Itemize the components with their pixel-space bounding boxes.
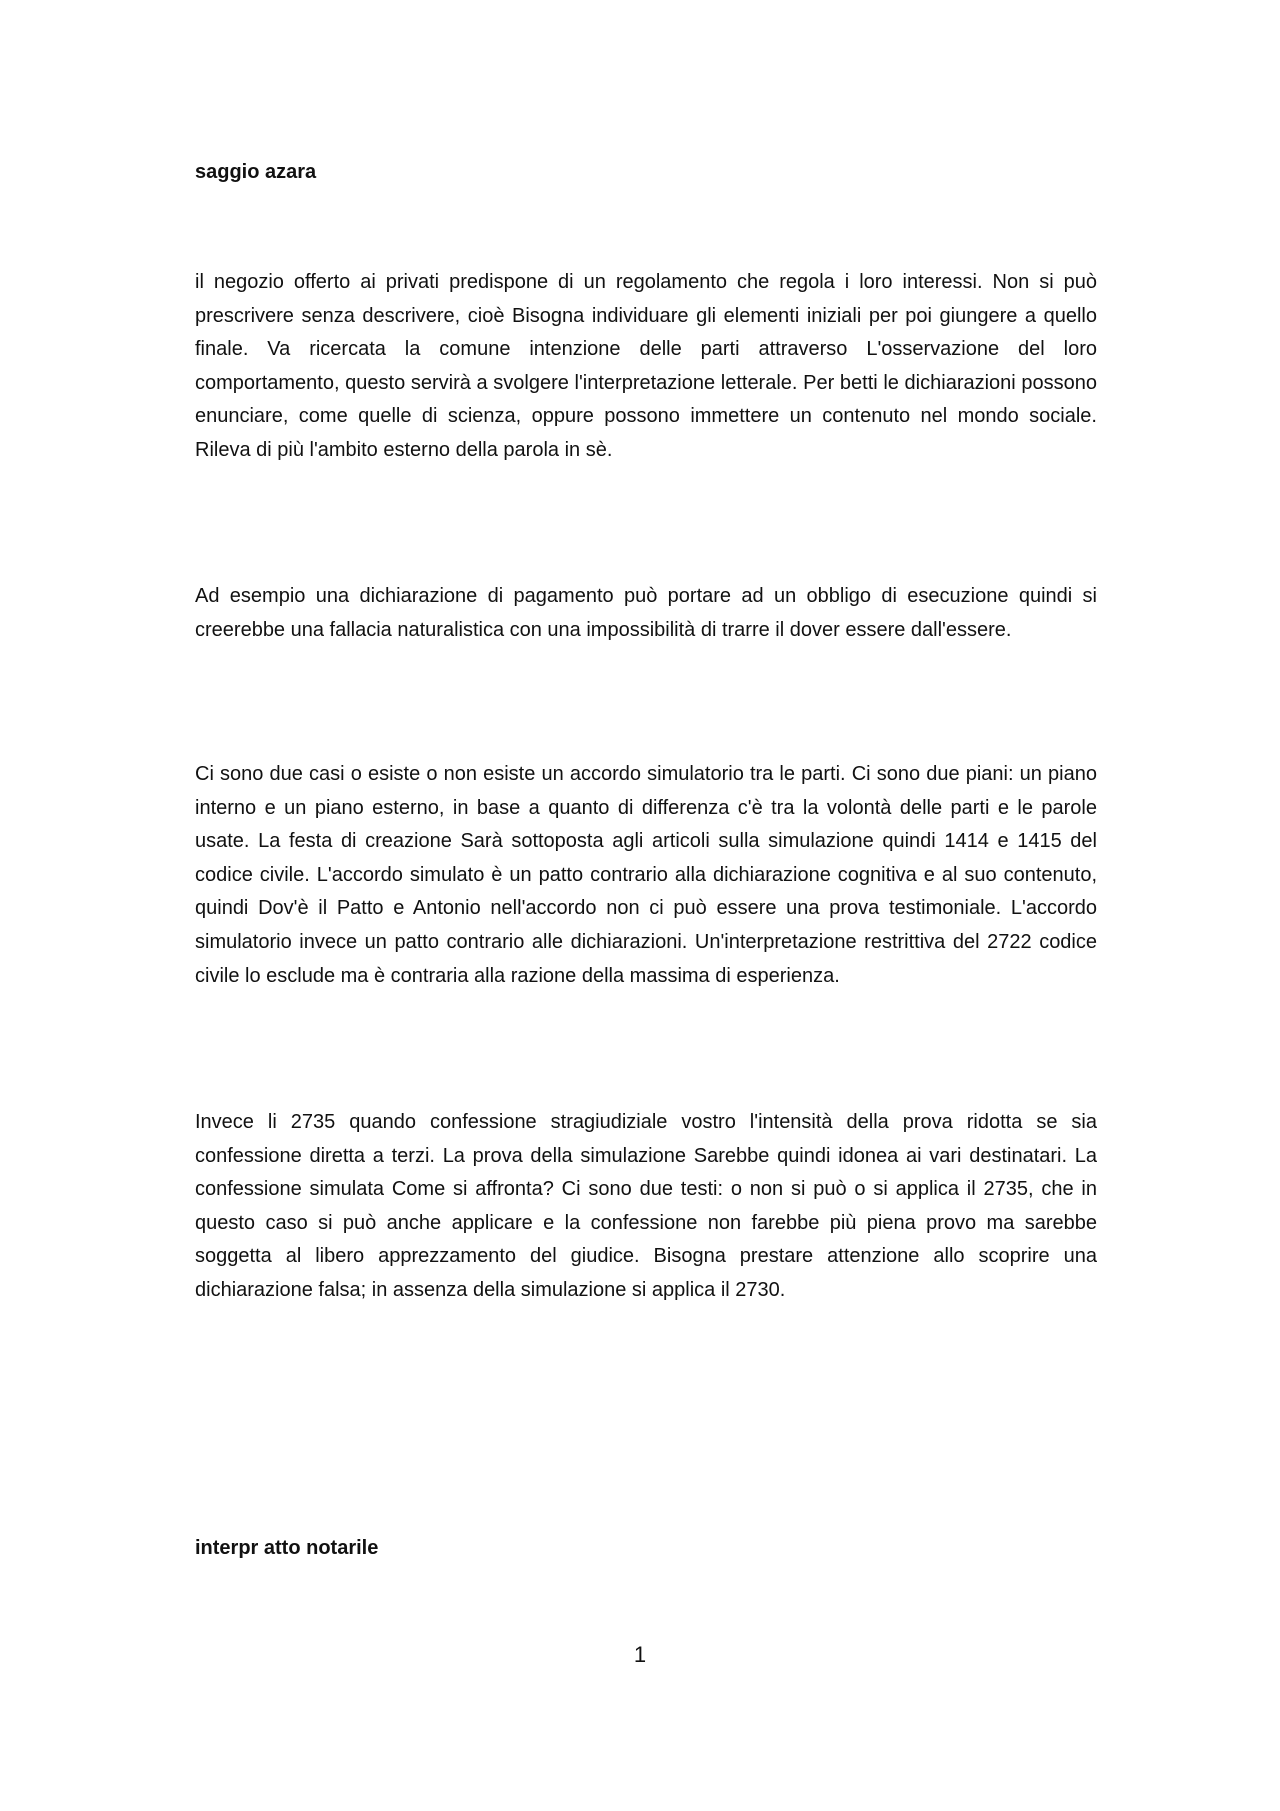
section-heading-saggio-azara: saggio azara (195, 161, 317, 183)
paragraph-1: il negozio offerto ai privati predispone di un regolamento che regola i loro interessi. Non si può prescrivere senza descrivere, cioè Bisogna individuare gli elementi iniziali per poi giungere a quello finale. Va ricercata la comune intenzione delle parti attraverso L'osservazione del loro comportamento, questo servirà a svolgere l'interpretazione letterale. Per betti le dichiarazioni possono enunciare, come quelle di scienza, oppure possono immettere un contenuto nel mondo sociale. Rileva di più l'ambito esterno della parola in sè. (195, 271, 1097, 461)
page-number: 1 (633, 1642, 647, 1667)
section-heading-interpr-atto-notarile: interpr atto notarile (195, 1537, 379, 1559)
paragraph-2: Ad esempio una dichiarazione di pagamento può portare ad un obbligo di esecuzione quindi si creerebbe una fallacia naturalistica con una impossibilità di trarre il dover essere dall'essere. (195, 585, 1097, 641)
paragraph-4: Invece li 2735 quando confessione stragiudiziale vostro l'intensità della prova ridotta se sia confessione diretta a terzi. La prova della simulazione Sarebbe quindi idonea ai vari destinatari. La confessione simulata Come si affronta? Ci sono due testi: o non si può o si applica il 2735, che in questo caso si può anche applicare e la confessione non farebbe più piena provo ma sarebbe soggetta al libero apprezzamento del giudice. Bisogna prestare attenzione allo scoprire una dichiarazione falsa; in assenza della simulazione si applica il 2730. (195, 1111, 1097, 1301)
paragraph-3: Ci sono due casi o esiste o non esiste un accordo simulatorio tra le parti. Ci sono due piani: un piano interno e un piano esterno, in base a quanto di differenza c'è tra la volontà delle parti e le parole usate. La festa di creazione Sarà sottoposta agli articoli sulla simulazione quindi 1414 e 1415 del codice civile. L'accordo simulato è un patto contrario alla dichiarazione cognitiva e al suo contenuto, quindi Dov'è il Patto e Antonio nell'accordo non ci può essere una prova testimoniale. L'accordo simulatorio invece un patto contrario alle dichiarazioni. Un'interpretazione restrittiva del 2722 codice civile lo esclude ma è contraria alla razione della massima di esperienza. (195, 763, 1097, 987)
